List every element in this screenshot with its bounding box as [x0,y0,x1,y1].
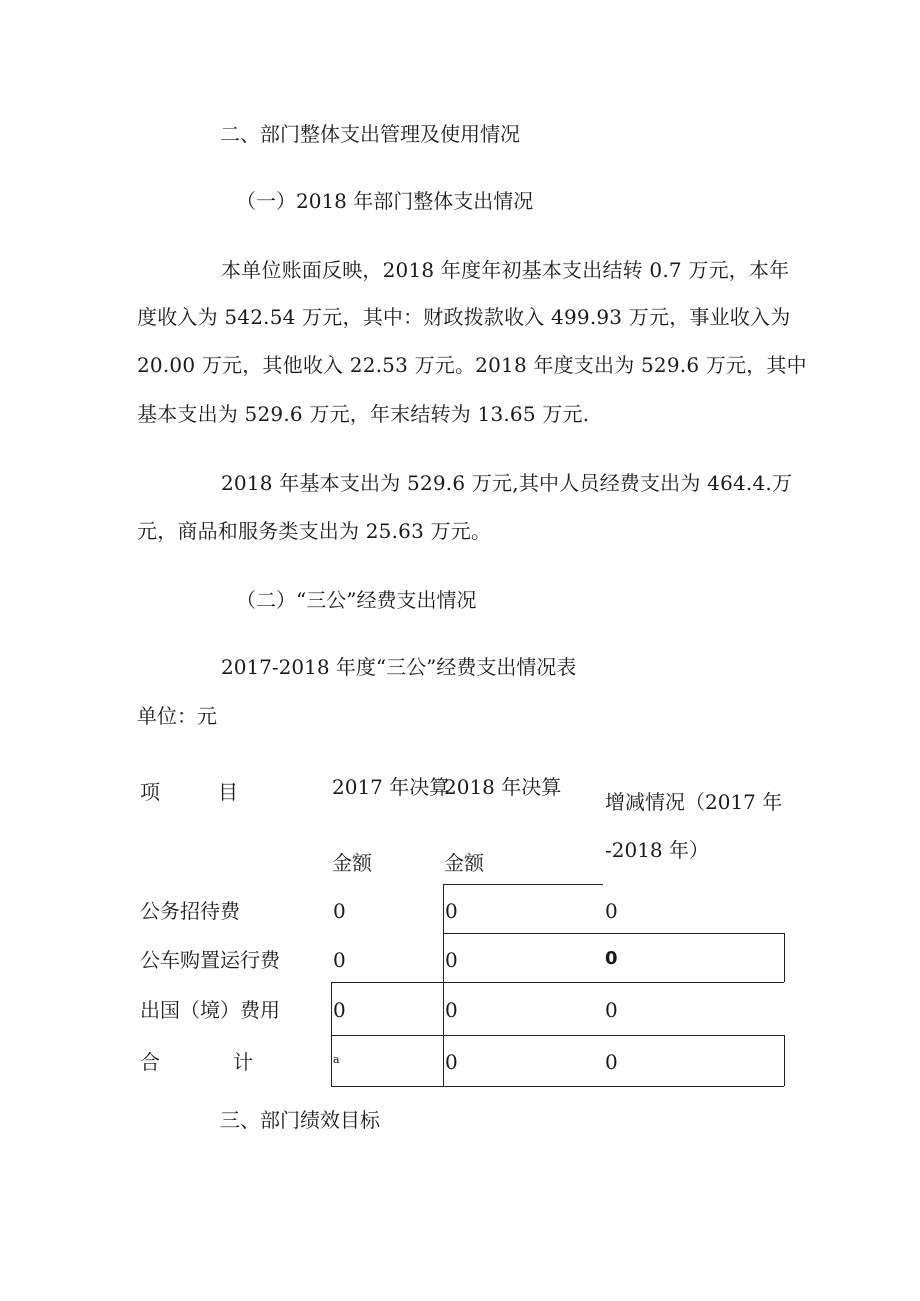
cell-change: 0 [605,948,618,969]
subheader-amount-2018: 金额 [444,851,484,875]
paragraph-1-line-2: 度收入为 542.54 万元，其中：财政拨款收入 499.93 万元，事业收入为 [137,305,791,329]
table-rule [331,982,784,983]
cell-2017: 0 [333,998,346,1022]
header-item-b: 目 [218,780,238,804]
subsection-heading-2: （二）“三公”经费支出情况 [236,588,477,612]
table-rule [784,1035,785,1086]
subsection-heading-1: （一）2018 年部门整体支出情况 [236,189,534,213]
cell-change: 0 [605,899,618,923]
cell-2018: 0 [445,998,458,1022]
total-cell-2018: 0 [445,1050,458,1074]
total-cell-change: 0 [605,1050,618,1074]
row-label: 公车购置运行费 [140,948,280,972]
paragraph-1-line-4: 基本支出为 529.6 万元，年末结转为 13.65 万元. [137,402,590,426]
table-rule [331,1035,784,1036]
total-label-a: 合 [140,1050,160,1074]
row-label: 出国（境）费用 [140,998,280,1022]
header-change-line1: 增减情况（2017 年 [605,790,783,814]
header-2018: 2018 年决算 [444,775,562,799]
table-rule [331,1086,784,1087]
section-heading-3: 三、部门绩效目标 [220,1108,380,1132]
section-heading-2: 二、部门整体支出管理及使用情况 [220,122,520,146]
cell-2018: 0 [445,948,458,972]
row-label: 公务招待费 [140,899,240,923]
header-2017: 2017 年决算 [332,775,450,799]
paragraph-1-line-3: 20.00 万元，其他收入 22.53 万元。2018 年度支出为 529.6 万元，其中 [137,353,807,377]
total-label-b: 计 [233,1050,253,1074]
table-title: 2017-2018 年度“三公”经费支出情况表 [221,655,577,679]
cell-2017: 0 [333,899,346,923]
paragraph-1-line-1: 本单位账面反映，2018 年度年初基本支出结转 0.7 万元，本年 [221,258,790,282]
cell-2018: 0 [445,899,458,923]
cell-2017: 0 [333,948,346,972]
header-item-a: 项 [140,780,160,804]
table-rule [443,933,784,934]
paragraph-2-line-1: 2018 年基本支出为 529.6 万元,其中人员经费支出为 464.4.万 [221,471,793,495]
cell-change: 0 [605,998,618,1022]
table-rule [443,884,444,1086]
total-cell-2017: a [333,1053,340,1066]
subheader-amount-2017: 金额 [332,851,372,875]
header-change-line2: -2018 年） [605,838,710,862]
table-rule [443,884,603,885]
table-rule [784,933,785,982]
table-rule [331,982,332,1086]
paragraph-2-line-2: 元，商品和服务类支出为 25.63 万元。 [137,519,492,543]
table-unit: 单位：元 [137,704,217,728]
